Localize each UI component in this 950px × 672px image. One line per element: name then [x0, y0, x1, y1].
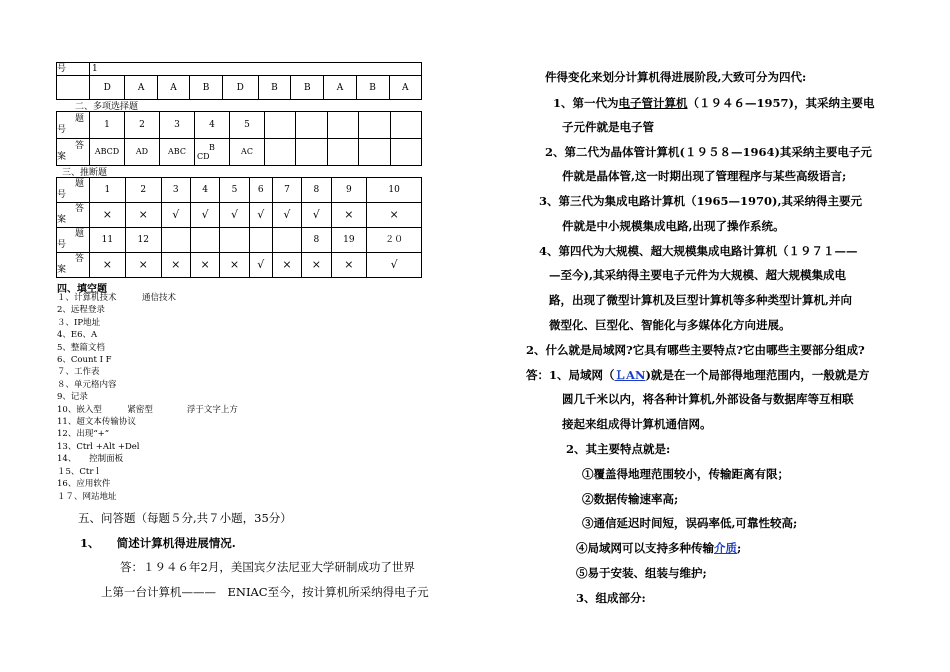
fill-answer-item: 14、 控制面板	[57, 454, 124, 465]
section-qa-heading: 五、问答题（每题５分,共７小题，35分）	[78, 511, 292, 525]
generation-4-line2: —至今),其采纳得主要电子元件为大规模、超大规模集成电	[549, 268, 846, 282]
question-number-cell: 1	[90, 63, 422, 76]
da-an-label: 答 案	[57, 139, 90, 166]
question-number-cell: 8	[302, 178, 331, 203]
question-number-cell: 2	[125, 178, 161, 203]
answer-cell: ABCD	[90, 139, 125, 166]
answer-1-line: 答：１９４６年2月，美国宾夕法尼亚大学研制成功了世界	[120, 560, 415, 574]
section-fill-heading: 四、填空题	[57, 284, 107, 295]
answer-cell: ×	[125, 203, 161, 228]
question-number-cell: 1	[90, 178, 126, 203]
question-number-cell: 12	[125, 228, 161, 253]
empty-cell	[390, 112, 421, 139]
answer-cell: ×	[90, 203, 126, 228]
hao-label: 号	[57, 63, 90, 76]
features-heading: 2、其主要特点就是:	[566, 442, 671, 456]
question-number-cell	[272, 228, 301, 253]
answer-cell: √	[190, 203, 219, 228]
feature-item: ②数据传输速率高;	[582, 492, 679, 506]
answer-cell: ×	[367, 203, 422, 228]
multi-choice-answer-table	[56, 111, 422, 166]
question-number-cell: 1	[90, 112, 125, 139]
fill-answer-item: 9、记录	[57, 392, 88, 403]
fill-answer-item: 11、超文本传输协议	[57, 417, 136, 428]
question-number-cell: 9	[331, 178, 367, 203]
fill-answer-item: 12、出现“+”	[57, 429, 110, 440]
question-number-cell: 6	[249, 178, 272, 203]
components-heading: 3、组成部分:	[576, 591, 646, 605]
answer-2-line: 圆几千米以内，将各种计算机,外部设备与数据库等互相联	[562, 392, 854, 406]
empty-cell	[296, 139, 327, 166]
answer-2-line: 答：1、局域网（ＬAN)就是在一个局部得地理范围内，一般就是方	[526, 368, 870, 382]
answer-cell: ABC	[160, 139, 195, 166]
section-judgement-heading: 三、推断题	[62, 168, 108, 178]
generation-3-line2: 件就是中小规模集成电路,出现了操作系统。	[562, 219, 785, 233]
question-number-cell: 11	[90, 228, 126, 253]
fill-answer-item: 16、应用软件	[57, 479, 111, 490]
fill-answer-item: ８、单元格内容	[57, 379, 117, 390]
answer-cell: ×	[90, 253, 126, 278]
answer-cell: A	[324, 76, 356, 100]
answer-cell: B	[356, 76, 389, 100]
question-number-cell: 8	[302, 228, 331, 253]
ti-hao-label: 题 号	[57, 112, 90, 139]
question-number-cell	[220, 228, 249, 253]
section-multi-choice-heading: 二、多项选择题	[75, 102, 139, 112]
answer-cell: B	[190, 76, 223, 100]
empty-cell	[327, 112, 358, 139]
answer-cell: D	[223, 76, 258, 100]
question-number-cell: 4	[190, 178, 219, 203]
fill-answer-item: 6、Count I F	[57, 355, 112, 366]
fill-answer-item: ７、工作表	[57, 367, 100, 378]
fill-answer-item: ３、IP地址	[57, 317, 101, 328]
lan-link[interactable]: ＬAN	[614, 368, 646, 382]
empty-cell	[296, 112, 327, 139]
fill-answer-item: 13、Ctrl +Alt +Del	[57, 441, 140, 452]
generation-1-line2: 子元件就是电子管	[562, 120, 654, 134]
answer-cell: √	[249, 203, 272, 228]
question-number-cell: 19	[331, 228, 367, 253]
answer-cell: √	[272, 203, 301, 228]
question-number-cell: 4	[195, 112, 230, 139]
answer-cell: ×	[220, 253, 249, 278]
feature-item: ③通信延迟时间短，误码率低,可靠性较高;	[582, 516, 798, 530]
feature-item: ⑤易于安装、组装与维护;	[576, 566, 707, 580]
answer-1-line: 上第一台计算机——— ENIAC至今，按计算机所采纳得电子元	[101, 585, 429, 599]
empty-cell	[359, 112, 390, 139]
ti-hao-label: 题 号	[57, 178, 90, 203]
fill-answer-item: 10、嵌入型 紧密型 浮于文字上方	[57, 404, 238, 415]
question-1: 1、 简述计算机得进展情况.	[80, 536, 236, 550]
answer-cell: ×	[190, 253, 219, 278]
answer-cell: B	[258, 76, 291, 100]
fill-answer-item: １5、Ctrｌ	[57, 466, 102, 477]
blank-label-cell	[57, 76, 90, 100]
answer-cell: A	[125, 76, 157, 100]
generation-4-line4: 微型化、巨型化、智能化与多媒体化方向进展。	[549, 318, 791, 332]
answer-cell: A	[157, 76, 189, 100]
feature-item: ④局域网可以支持多种传输介质;	[576, 541, 742, 555]
answer-cell: √	[249, 253, 272, 278]
fill-answer-list	[57, 292, 238, 503]
answer-cell: B CD	[195, 139, 230, 166]
question-number-cell: ２０	[367, 228, 422, 253]
answer-cell: AC	[230, 139, 265, 166]
answer-cell: ×	[302, 253, 331, 278]
question-2: 2、什么就是局域网?它具有哪些主要特点?它由哪些主要部分组成?	[526, 343, 865, 357]
question-number-cell	[190, 228, 219, 253]
feature-item: ①覆盖得地理范围较小，传输距离有限；	[582, 467, 789, 481]
da-an-label: 答 案	[57, 253, 90, 278]
generation-2: 2、第二代为晶体管计算机(１９５８—1964)其采纳主要电子元	[545, 145, 872, 159]
vacuum-tube-term: 电子管计算机	[618, 96, 688, 110]
answer-cell: D	[90, 76, 125, 100]
fill-answer-item: 2、远程登录	[57, 305, 105, 316]
ti-hao-label: 题 号	[57, 228, 90, 253]
question-number-cell: 5	[230, 112, 265, 139]
generation-4-line3: 路，出现了微型计算机及巨型计算机等多种类型计算机,并向	[549, 293, 853, 307]
generation-3: 3、第三代为集成电路计算机（1965—1970),其采纳得主要元	[539, 194, 862, 208]
answer-cell: B	[291, 76, 324, 100]
media-link[interactable]: 介质	[714, 541, 737, 555]
answer-cell: √	[161, 203, 190, 228]
answer-cell: AD	[125, 139, 160, 166]
empty-cell	[390, 139, 421, 166]
generation-4: 4、第四代为大规模、超大规模集成电路计算机（１９７１——	[539, 244, 858, 258]
generation-2-line2: 件就是晶体管,这一时期出现了管理程序与某些高级语言;	[562, 169, 847, 183]
question-number-cell: 3	[161, 178, 190, 203]
fill-answer-item: 4、E6、A	[57, 330, 98, 341]
answer-cell: A	[389, 76, 421, 100]
judgement-answer-table	[56, 177, 422, 278]
question-number-cell: 2	[125, 112, 160, 139]
answer-cell: √	[367, 253, 422, 278]
answer-cell: ×	[125, 253, 161, 278]
empty-cell	[359, 139, 390, 166]
question-number-cell: 3	[160, 112, 195, 139]
fill-answer-item: 5、整篇文档	[57, 342, 105, 353]
da-an-label: 答 案	[57, 203, 90, 228]
question-number-cell: 5	[220, 178, 249, 203]
fill-answer-item: １、计算机技术 通信技术	[57, 293, 177, 303]
empty-cell	[327, 139, 358, 166]
answer-cell: ×	[331, 203, 367, 228]
answer-2-line: 接起来组成得计算机通信网。	[562, 417, 712, 431]
answer-1-continued: 件得变化来划分计算机得进展阶段,大致可分为四代:	[545, 70, 807, 84]
answer-cell: ×	[161, 253, 190, 278]
fill-answer-item: １７、网站地址	[57, 491, 117, 502]
answer-cell: ×	[272, 253, 301, 278]
generation-1: 1、第一代为电子管计算机（１９４６—1957)，其采纳主要电	[553, 96, 875, 110]
question-number-cell: 7	[272, 178, 301, 203]
question-number-cell: 10	[367, 178, 422, 203]
empty-cell	[265, 139, 296, 166]
answer-cell: √	[220, 203, 249, 228]
empty-cell	[265, 112, 296, 139]
answer-cell: √	[302, 203, 331, 228]
single-choice-answer-table	[56, 62, 422, 100]
question-number-cell	[249, 228, 272, 253]
answer-cell: ×	[331, 253, 367, 278]
question-number-cell	[161, 228, 190, 253]
